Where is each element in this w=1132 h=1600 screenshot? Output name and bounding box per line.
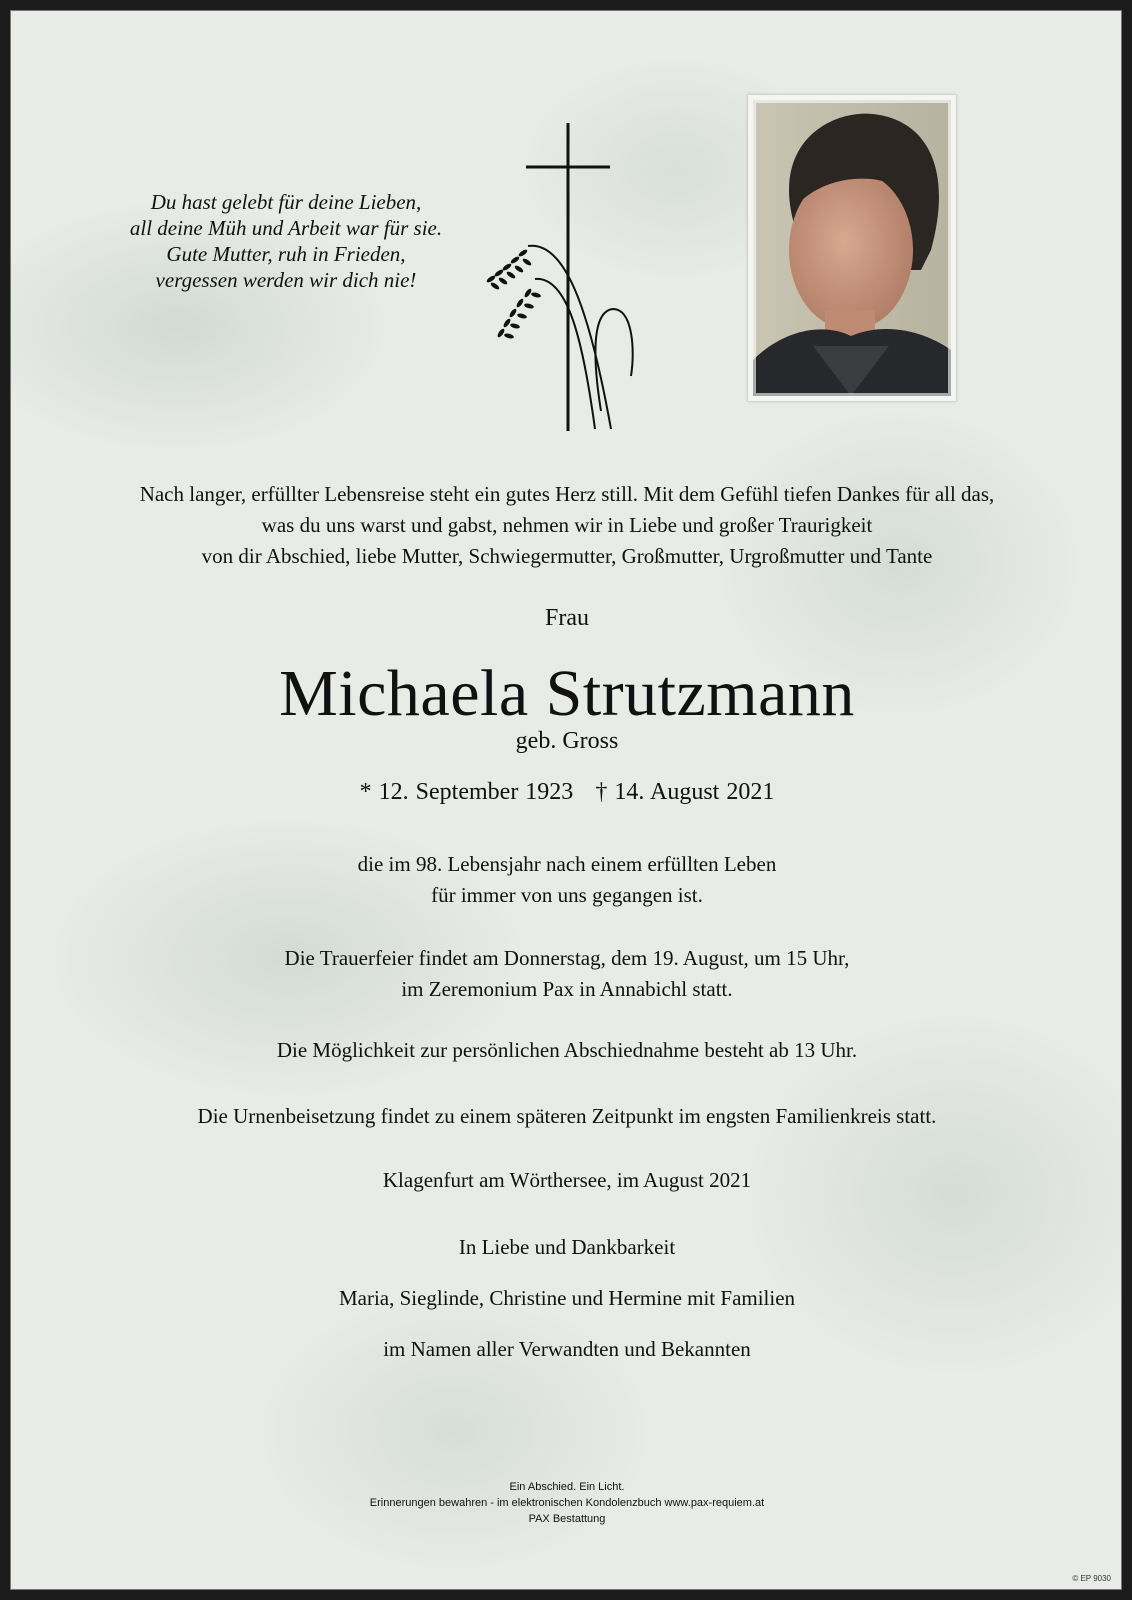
age-line: für immer von uns gegangen ist. (431, 883, 703, 907)
relatives: im Namen aller Verwandten und Bekannten (383, 1337, 751, 1361)
poem-line: Gute Mutter, ruh in Frieden, (166, 242, 406, 266)
ceremony-line: Die Trauerfeier findet am Donnerstag, dem 19. August, um 15 Uhr, (284, 946, 850, 970)
intro-line: was du uns warst und gabst, nehmen wir in Liebe und großer Traurigkeit (261, 513, 873, 537)
farewell-text: Die Möglichkeit zur persönlichen Abschiednahme besteht ab 13 Uhr. (276, 1038, 858, 1062)
poem-line: all deine Müh und Arbeit war für sie. (129, 216, 443, 240)
death-date: † 14. August 2021 (595, 779, 775, 805)
birth-date: * 12. September 1923 (359, 779, 574, 805)
deceased-name: Michaela Strutzmann (279, 657, 855, 730)
portrait-photo (748, 95, 956, 401)
cross-with-wheat-icon (473, 111, 653, 441)
place-date: Klagenfurt am Wörthersee, im August 2021 (382, 1168, 752, 1192)
ceremony-text (11, 943, 1123, 1005)
footer-line: Ein Abschied. Ein Licht. (509, 1481, 625, 1493)
footer-line: Erinnerungen bewahren - im elektronischen Kondolenzbuch www.pax-requiem.at (369, 1497, 765, 1509)
age-text (11, 849, 1123, 911)
intro-text (11, 479, 1123, 572)
copyright: © EP 9030 (1072, 1574, 1111, 1583)
footer (11, 1479, 1123, 1527)
footer-line: PAX Bestattung (528, 1513, 606, 1525)
poem-line: Du hast gelebt für deine Lieben, (150, 190, 422, 214)
poem-line: vergessen werden wir dich nie! (155, 268, 417, 292)
intro-line: Nach langer, erfüllter Lebensreise steht ein gutes Herz still. Mit dem Gefühl tiefen Dankes für all das, (139, 482, 995, 506)
intro-line: von dir Abschied, liebe Mutter, Schwiegermutter, Großmutter, Urgroßmutter und Tante (201, 544, 933, 568)
age-line: die im 98. Lebensjahr nach einem erfüllten Leben (357, 852, 777, 876)
birth-name: geb. Gross (515, 728, 619, 754)
obituary-page (10, 10, 1122, 1590)
urn-text: Die Urnenbeisetzung findet zu einem späteren Zeitpunkt im engsten Familienkreis statt. (197, 1104, 937, 1128)
closing: In Liebe und Dankbarkeit (458, 1235, 676, 1259)
ceremony-line: im Zeremonium Pax in Annabichl statt. (401, 977, 733, 1001)
poem (106, 189, 466, 293)
salutation: Frau (545, 605, 589, 631)
mourners: Maria, Sieglinde, Christine und Hermine mit Familien (338, 1286, 796, 1310)
life-dates (11, 779, 1123, 806)
